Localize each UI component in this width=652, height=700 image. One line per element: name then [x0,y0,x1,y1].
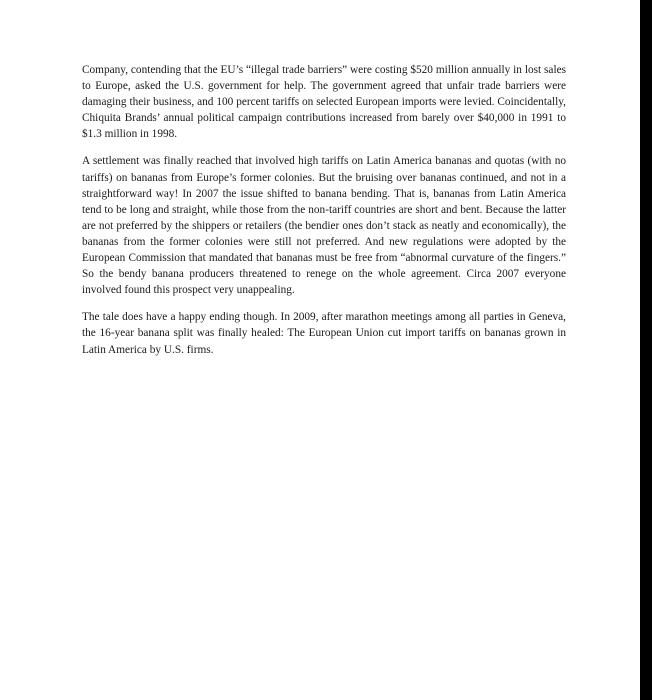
paragraph-1: Company, contending that the EU’s “illegal trade barriers” were costing $520 million annually in lost sales to Europe, asked the U.S. government for help. The government agreed that unfair trade barriers were damaging their business, and 100 percent tariffs on selected European imports were levied. Coincidentally, Chiquita Brands’ annual political campaign contributions increased from barely over $40,000 in 1991 to $1.3 million in 1998. [82,64,566,141]
document-body [82,62,566,369]
paragraph-3: The tale does have a happy ending though. In 2009, after marathon meetings among all parties in Geneva, the 16-year banana split was finally healed: The European Union cut import tariffs on bananas grown in Latin America by U.S. firms. [82,311,566,356]
viewer-side-bar [640,0,652,700]
paragraph-2: A settlement was finally reached that involved high tariffs on Latin America bananas and quotas (with no tariffs) on bananas from Europe’s former colonies. But the bruising over bananas continued, and not in a straightforward way! In 2007 the issue shifted to banana bending. That is, bananas from Latin America tend to be long and straight, while those from the non-tariff countries are short and bent. Because the latter are not preferred by the shippers or retailers (the bendier ones don’t stack as neatly and economically), the bananas from the former colonies were still not preferred. And new regulations were adopted by the European Commission that mandated that bananas must be free from “abnormal curvature of the fingers.” So the bendy banana producers threatened to renege on the whole agreement. Circa 2007 everyone involved found this prospect very unappealing. [82,155,566,297]
